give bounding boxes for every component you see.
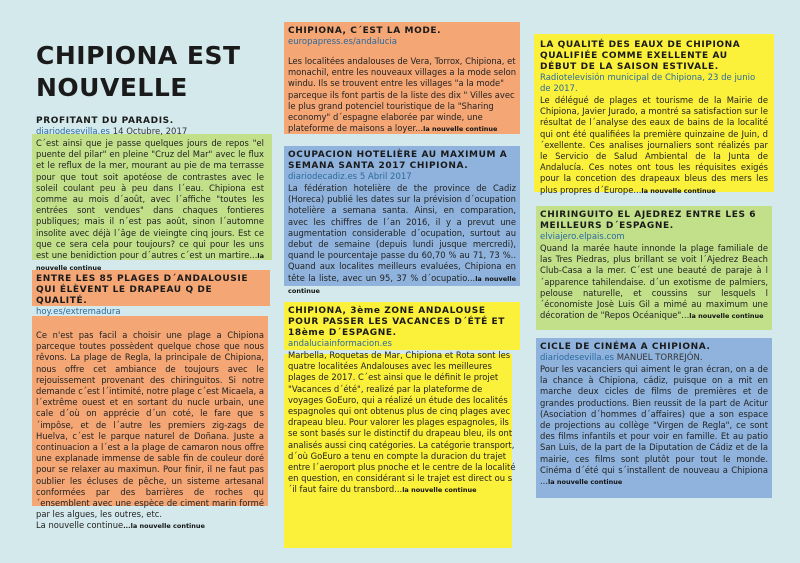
source-link[interactable]: diariodesevilla.es [36,127,110,137]
article-date: 5 Abril 2017 [359,172,412,182]
article-tail: La nouvelle continue [36,520,124,531]
source-link[interactable]: Radiotelevisión municipal de Chipiona, 23 de junio de 2017. [540,73,756,94]
read-more-link[interactable]: la nouvelle continue [689,312,764,321]
article-chiringuito [540,210,768,322]
read-more-link[interactable]: la nouvelle continue [130,522,205,531]
article-author: MANUEL TORREJÓN. [616,353,703,363]
article-title: CICLE DE CINÉMA A CHIPIONA. [540,342,711,352]
source-link[interactable]: diariodesevilla.es [540,353,614,363]
article-body: Marbella, Roquetas de Mar, Chipiona et Rota sont les quatre localitées Andalouses avec les meilleures plages de 2017. C´est ainsi que le définit le projet "Vacances d´été", realizé par la plateforme de voyages GoEuro, qui a réalizé un étude des localités espagnoles qui ont obtenus plus de cinq plages avec drapeau bleu. Pour valorer les plages espagnoles, ils se sont basés sur le distinctif du drapeau bleu, ils ont analisés aussi cinq catégories. La catégorie transport, d´où GoEuro a tenu en compte la duracion du trajet entre l´aeroport plus pnoche et le centre de la localité en question, en considérant si le trajet est direct ou s´il faut faire du transbord... [288,350,516,495]
article-title: CHIPIONA, C´EST LA MODE. [288,26,442,36]
article-title: LA QUALITÉ DES EAUX DE CHIPIONA QUALIFIÉE COMME EXELLENTE AU DÉBUT DE LA SAISON ESTIVALE. [540,40,741,72]
article-body: La fédération hotelière de the province de Cadiz (Horeca) publié les dates sur la prévision d´ocupation hotelière a semana santa. Ainsi, en comparation, avec les chiffres de l´an 2016, il y a prevut une augmentation considerable d´ocupation, surtout au debut de semaine (depuis lundi jusque mercredi), quand le pourcentaje passe du 60,70 % au 71, 73 %.. Quand aux localites meilleurs evaluées, Chipiona en tête la liste, avec un 95, 37 % d´ocupatio... [288,183,516,283]
article-title: OCUPACION HOTELIÈRE AU MAXIMUM A SEMANA SANTA 2017 CHIPIONA. [288,150,508,171]
source-link[interactable]: hoy.es/extremadura [36,307,121,317]
read-more-link[interactable]: la nouvelle continue [641,186,716,195]
article-title: PROFITANT DU PARADIS. [36,116,174,126]
source-link[interactable]: elviajero.elpais.com [540,232,625,242]
article-title: ENTRE LES 85 PLAGES D´ANDALOUSIE QUI ÉLÈVENT LE DRAPEAU Q DE QUALITÉ. [36,274,249,306]
article-body: C´est ainsi que je passe quelques jours de repos "el puente del pilar" en pleine "Cruz del Mar" avec le flux et le reflux de la mer, mourant au pie de ma terrasse pour que tout soit apotéose de contrastes avec le soleil coulant peu à peu dans l´eau. Chipiona est comme au mois d´août, avec l´affiche "toutes les entrées sont vendues" dans chaques fontieres publiques; mais il n´est pas août, sinon l´automne insolite avec déjà l´âge de vieingte cinq jours. Est ce que ce sera cela pour toujours? ce qui pour les uns est une benidiction pour d´autres c´est un martire... [36,138,264,261]
article-body: Pour les vacanciers qui aiment le gran écran, on a de la chance à Chipiona, cádiz, puisque on a mit en marche deux cicles de films de premières et de grandes productions. Bien reussit de la part de Acitur (Asociation d´hommes d´affaires) que a son espace de projections au collège "Virgen de Regla", ce sont des films infantils et pour voir en famille. Et au patio San Luis, de la part de la Diputation de Cádiz et de la mairie, ces films sont plutôt pour tout le monde. Cinéma d´été qui s´installent de nouveau a Chipiona ... [540,364,768,487]
source-link[interactable]: diariodecadiz.es [288,172,358,182]
read-more-link[interactable]: la nouvelle continue [548,478,623,487]
article-date: 14 Octubre, 2017 [112,127,188,137]
article-body: Le délégué de plages et tourisme de la Mairie de Chipiona, Javier Jurado, a montré sa satisfaction sur le résultat de l´analyse des eaux de bains de la localité qui ont été qualifiées la première quinzaine de Juin, d´exellente. Ces analises journaliers sont réalizés par le Servicio de Salud Ambiental de la Junta de Andalucía. Ces notes ont tous les réquisites exigés pour la concetion des drapeaux bleus des mers les plus propres d´Europe... [540,95,768,195]
read-more-link[interactable]: la nouvelle continue [423,125,498,134]
article-ocupacion [288,150,516,297]
article-85-plages: ENTRE LES 85 PLAGES D´ANDALOUSIE QUI ÉLÈVENT LE DRAPEAU Q DE QUALITÉ. hoy.es/extremadura Ce n'est pas facil a choisir une plage a Chipiona parceque toutes possèdent quelque chose que nous rêvons. La plage de Regla, la principale de Chipiona, nous offre cet ambiance de toujours avec le rejouissement provenant des chiringuitos. Si notre demande c´est l´intimité, notre plage c´est Micaela, a l´extrême ouest et en sortant du nucle urbain, une cale d´où on apprécie d´un coté, le fare que s´impôse, et de l´autre les premiers zig-zags de Huelva, c´est le parque naturel de Doñana. Juste a continuacion a l´est a la plage de camaron nous offre une explanade immense de sable fin de couleur doré pour se relaxer au maximun. Pour finir, il ne faut pas oublier les écluses de pêche, un sisteme artesanal conformées par des barrières de roches qu´ensemblent avec une espèce de ciment marin formé par les algues, les outres, etc. La nouvelle continue...la nouvelle continue [36,274,264,533]
article-body: Les localitées andalouses de Vera, Torrox, Chipiona, et monachil, entre les nouveaux villages a la mode selon windu. Ils se trouvent entre les villages "a la mode" parceque ils font partis de la liste des dix " Villes avec le plus grand potenciel touristique de la "Sharing economy" d´espagne elaborée par winde, une plateforme de maisons a loyer... [288,56,517,134]
source-link[interactable]: andaluciainformacion.es [288,339,392,349]
read-more-link[interactable]: la nouvelle continue [36,252,264,273]
article-title: CHIRINGUITO EL AJEDREZ ENTRE LES 6 MEILLEURS D´ESPAGNE. [540,210,757,231]
source-link[interactable]: europapress.es/andalucia [288,37,397,47]
article-body: Quand la marée haute innonde la plage familiale de las Tres Piedras, plus brillant se voit l´Ajedrez Beach Club-Casa a la mer. C´est une beauté de paraje à l´apparence tahilendaise. d´un exotisme de palmiers, pelouse naturelle, et coussins sur lesquels l´économiste Josè Luis Gil a mimé au maximum une décoration de "Repos Océanique"... [540,243,768,321]
article-mode [288,26,516,135]
article-qualite-eaux [540,40,768,197]
article-3eme-zone [288,306,516,497]
main-title: CHIPIONA EST NOUVELLE [36,41,241,102]
article-title: CHIPIONA, 3ème ZONE ANDALOUSE POUR PASSER LES VACANCES D´ÉTÉ ET 18ème D´ESPAGNE. [288,306,506,338]
article-cinema [540,342,768,488]
article-body: Ce n'est pas facil a choisir une plage a Chipiona parceque toutes possèdent quelque chose que nous rêvons. La plage de Regla, la principale de Chipiona, nous offre cet ambiance de toujours avec le rejouissement provenant des chiringuitos. Si notre demande c´est l´intimité, notre plage c´est Micaela, a l´extrême ouest et en sortant du nucle urbain, une cale d´où on apprécie d´un coté, le fare que s´impôse, et de l´autre les premiers zig-zags de Huelva, c´est le parque naturel de Doñana. Juste a continuacion a l´est a la plage de camaron nous offre une explanade immense de sable fin de couleur doré pour se relaxer au maximun. Pour finir, il ne faut pas oublier les écluses de pêche, un sisteme artesanal conformées par des barrières de roches qu´ensemblent avec une espèce de ciment marin formé par les algues, les outres, etc. [36,330,264,520]
read-more-link[interactable]: la nouvelle continue [402,486,477,495]
article-profitant [36,116,264,274]
read-more-link[interactable]: la nouvelle continue [288,274,516,295]
